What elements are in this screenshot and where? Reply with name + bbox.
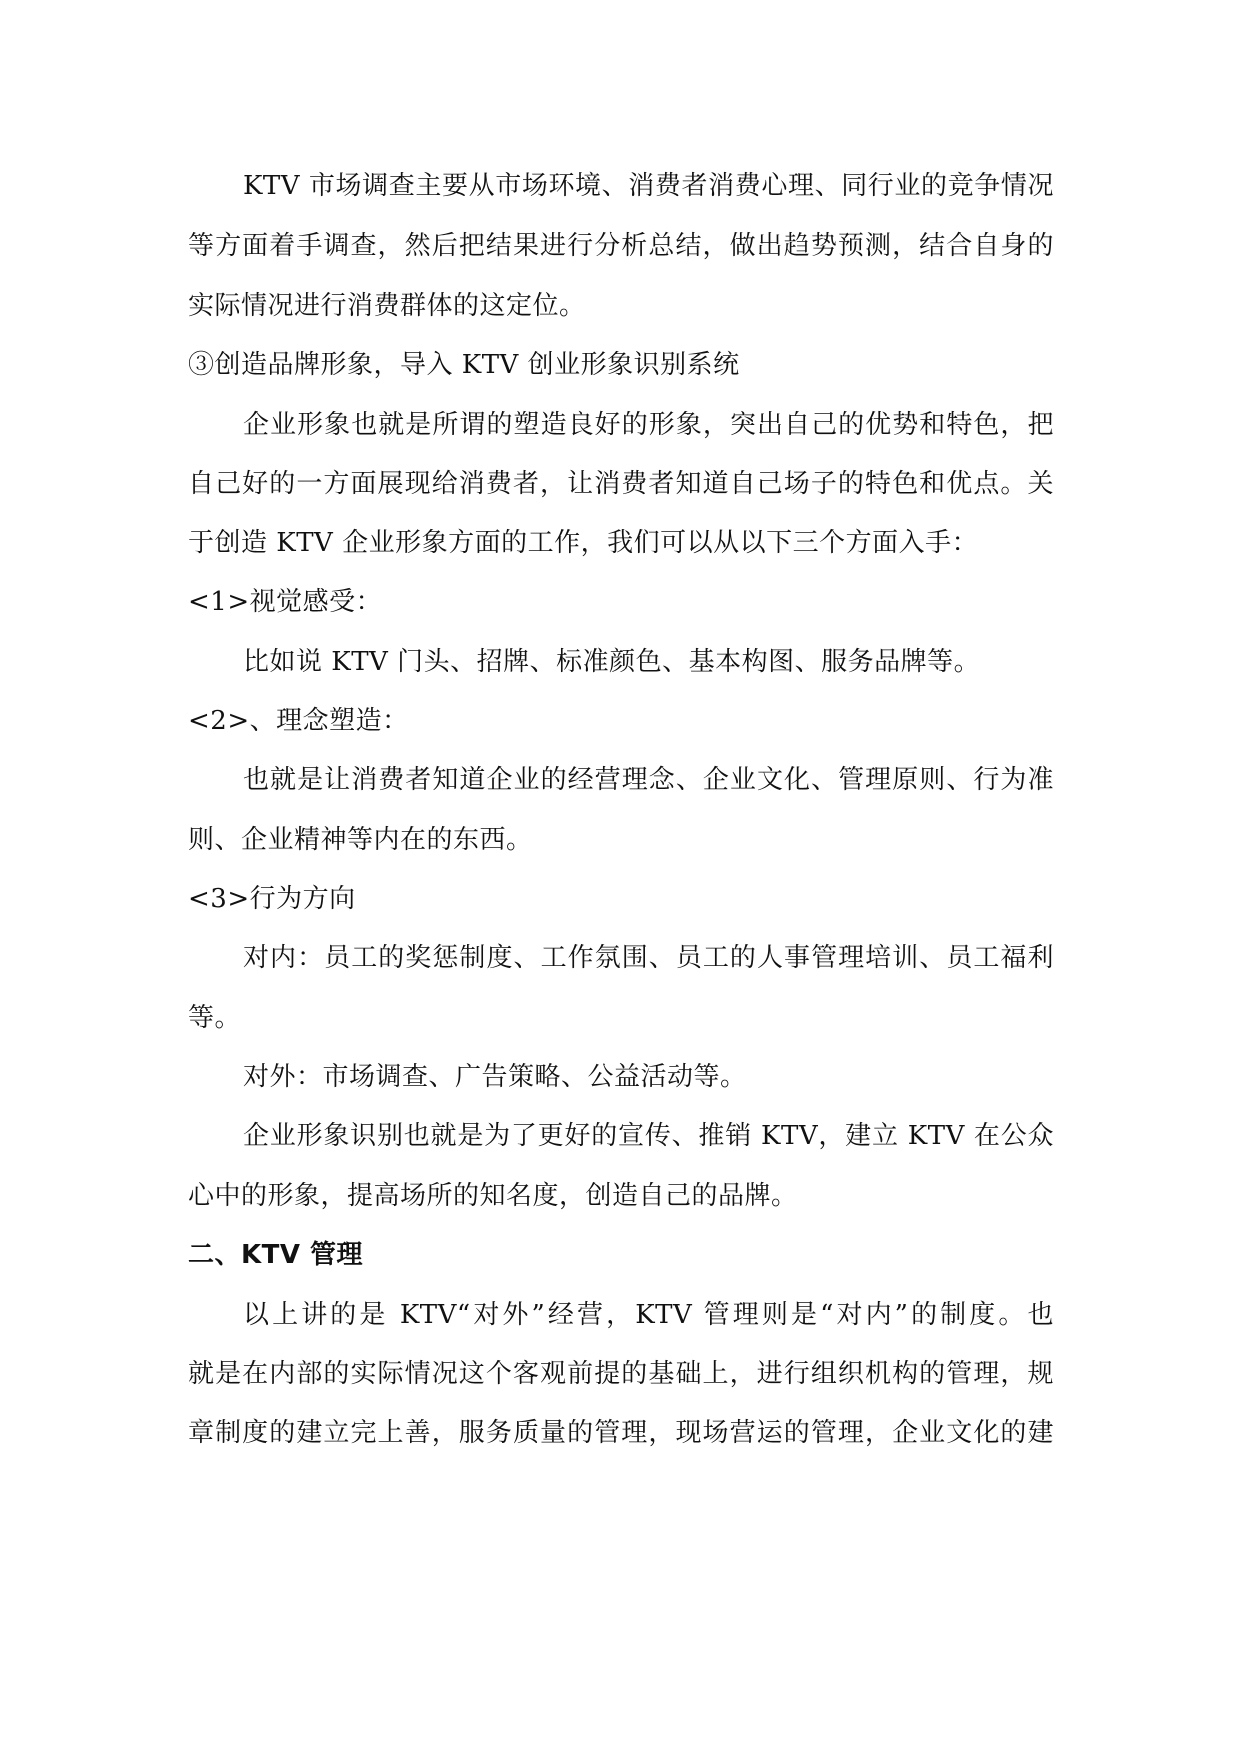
section-heading: 二、KTV 管理	[188, 1240, 364, 1270]
paragraph-line: 比如说 KTV 门头、招牌、标准颜色、基本构图、服务品牌等。	[243, 647, 981, 677]
list-heading: <2>、理念塑造：	[188, 706, 409, 736]
paragraph-line: KTV 市场调查主要从市场环境、消费者消费心理、同行业的竞争情况	[243, 171, 1054, 201]
subheading: ③创造品牌形象，导入 KTV 创业形象识别系统	[188, 350, 740, 380]
paragraph-line: 于创造 KTV 企业形象方面的工作，我们可以从以下三个方面入手：	[188, 528, 979, 558]
list-heading: <1>视觉感受：	[188, 587, 383, 617]
paragraph-line: 对外：市场调查、广告策略、公益活动等。	[243, 1062, 747, 1092]
paragraph-line: 等。	[188, 1003, 242, 1033]
paragraph-line: 对内：员工的奖惩制度、工作氛围、员工的人事管理培训、员工福利	[243, 943, 1054, 973]
list-heading: <3>行为方向	[188, 884, 356, 914]
paragraph-line: 自己好的一方面展现给消费者，让消费者知道自己场子的特色和优点。关	[188, 469, 1054, 499]
paragraph-line: 以上讲的是 KTV“对外”经营，KTV 管理则是“对内”的制度。也	[243, 1300, 1054, 1330]
paragraph-line: 实际情况进行消费群体的这定位。	[188, 291, 586, 321]
paragraph-line: 企业形象识别也就是为了更好的宣传、推销 KTV，建立 KTV 在公众	[243, 1121, 1054, 1151]
paragraph-line: 就是在内部的实际情况这个客观前提的基础上，进行组织机构的管理，规	[188, 1359, 1054, 1389]
paragraph-line: 章制度的建立完上善，服务质量的管理，现场营运的管理，企业文化的建	[188, 1418, 1054, 1448]
paragraph-line: 也就是让消费者知道企业的经营理念、企业文化、管理原则、行为准	[243, 765, 1054, 795]
paragraph-line: 心中的形象，提高场所的知名度，创造自己的品牌。	[188, 1181, 798, 1211]
paragraph-line: 则、企业精神等内在的东西。	[188, 825, 533, 855]
paragraph-line: 企业形象也就是所谓的塑造良好的形象，突出自己的优势和特色，把	[243, 410, 1054, 440]
paragraph-line: 等方面着手调查，然后把结果进行分析总结，做出趋势预测，结合自身的	[188, 231, 1054, 261]
